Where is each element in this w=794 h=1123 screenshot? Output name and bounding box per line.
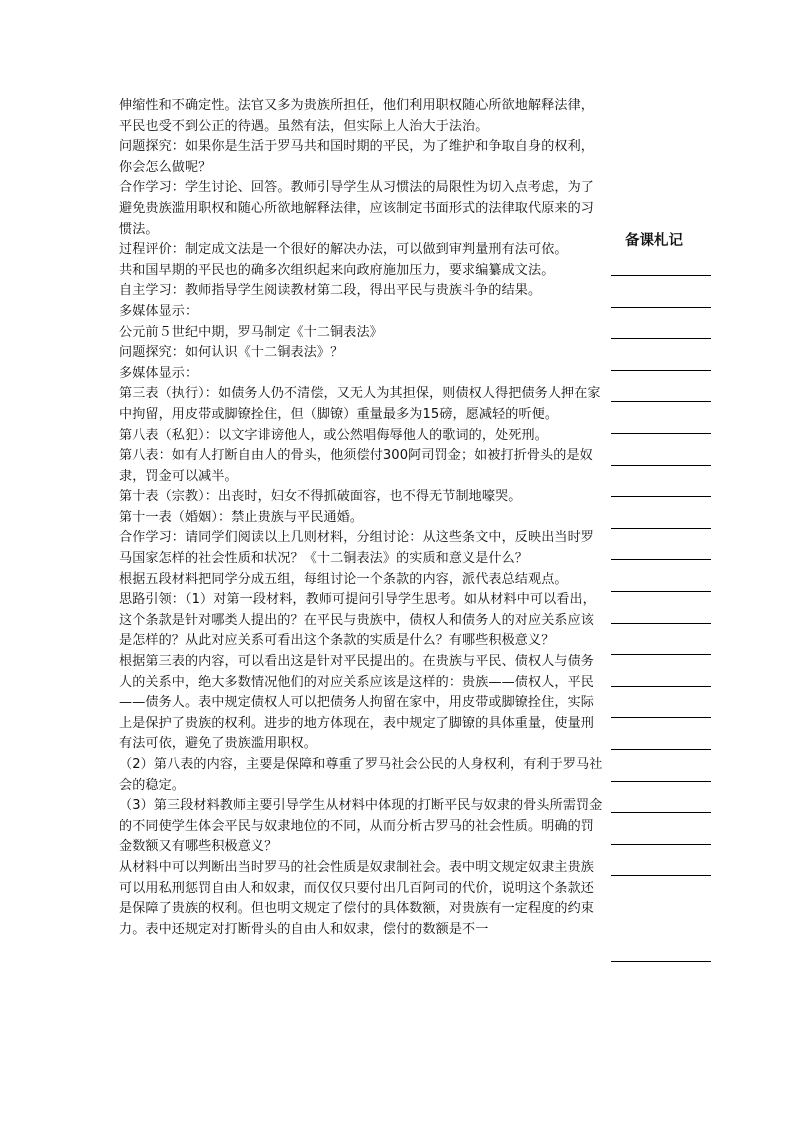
paragraph: 根据第三表的内容，可以看出这是针对平民提出的。在贵族与平民、债权人与债务人的关系中，绝大多数情况他们的对应关系应该是这样的：贵族——债权人，平民——债务人。表中规定债权人可以把债务人拘留在家中，用皮带或脚镣拴住，实际上是保护了贵族的权利。进步的地方体现在，表中规定了脚镣的具体重量，使量刑有法可依，避免了贵族滥用职权。 — [119, 654, 594, 752]
paragraph: （3）第三段材料教师主要引导学生从材料中体现的打断平民与奴隶的骨头所需罚金的不同使学生体会平民与奴隶地位的不同，从而分析古罗马的社会性质。明确的罚金数额又有哪些积极意义？ — [119, 798, 603, 855]
paragraph: 共和国早期的平民也的确多次组织起来向政府施加压力，要求编纂成文法。 — [119, 262, 555, 278]
paragraph: 第十表（宗教）：出丧时，妇女不得抓破面容，也不得无节制地嚎哭。 — [119, 489, 522, 505]
notes-column-title: 备课札记 — [625, 233, 683, 249]
paragraph: 伸缩性和不确定性。法官又多为贵族所担任，他们利用职权随心所欲地解释法律，平民也受不到公正的待遇。虽然有法，但实际上人治大于法治。 — [119, 98, 594, 134]
paragraph: 自主学习：教师指导学生阅读教材第二段，得出平民与贵族斗争的结果。 — [119, 283, 542, 299]
note-line — [611, 717, 711, 718]
note-line — [611, 465, 711, 466]
note-line — [611, 623, 711, 624]
note-line — [611, 844, 711, 845]
note-line — [611, 781, 711, 782]
paragraph: 问题探究：如果你是生活于罗马共和国时期的平民，为了维护和争取自身的权利，你会怎么做呢？ — [119, 139, 594, 175]
paragraph: 多媒体显示： — [119, 303, 199, 319]
paragraph: 第十一表（婚姻）：禁止贵族与平民通婚。 — [119, 509, 364, 525]
paragraph: 第八表：如有人打断自由人的骨头，他须偿付300阿司罚金；如被打折骨头的是奴隶，罚金可以减半。 — [119, 448, 593, 484]
paragraph: 第八表（私犯）：以文字诽谤他人，或公然唱侮辱他人的歌词的，处死刑。 — [119, 427, 548, 443]
note-line — [611, 275, 711, 276]
paragraph: 公元前５世纪中期，罗马制定《十二铜表法》 — [119, 324, 383, 340]
note-line — [611, 749, 711, 750]
note-line — [611, 875, 711, 876]
paragraph: 合作学习：学生讨论、回答。教师引导学生从习惯法的局限性为切入点考虑，为了避免贵族滥用职权和随心所欲地解释法律，应该制定书面形式的法律取代原来的习惯法。 — [119, 180, 594, 237]
paragraph: 问题探究：如何认识《十二铜表法》？ — [119, 345, 344, 361]
paragraph: 根据五段材料把同学分成五组，每组讨论一个条款的内容，派代表总结观点。 — [119, 571, 568, 587]
note-line — [611, 591, 711, 592]
paragraph: 思路引领：（1）对第一段材料，教师可提问引导学生思考。如从材料中可以看出，这个条款是针对哪类人提出的？在平民与贵族中，债权人和债务人的对应关系应该是怎样的？从此对应关系可看出这个条款的实质是什么？有哪些积极意义？ — [119, 592, 596, 649]
paragraph: 多媒体显示： — [119, 365, 199, 381]
paragraph: 合作学习：请同学们阅读以上几则材料，分组讨论：从这些条文中，反映出当时罗马国家怎样的社会性质和状况？《十二铜表法》的实质和意义是什么？ — [119, 530, 594, 567]
note-line — [611, 559, 711, 560]
paragraph: 过程评价：制定成文法是一个很好的解决办法，可以做到审判量刑有法可依。 — [119, 242, 568, 258]
note-line — [611, 686, 711, 687]
paragraph: 第三表（执行）：如债务人仍不清偿，又无人为其担保，则债权人得把债务人押在家中拘留，用皮带或脚镣拴住，但（脚镣）重量最多为15磅，愿减轻的听便。 — [119, 386, 601, 422]
lesson-body — [119, 96, 603, 940]
note-line — [611, 338, 711, 339]
note-line — [611, 401, 711, 402]
note-line — [611, 433, 711, 434]
paragraph: 从材料中可以判断出当时罗马的社会性质是奴隶制社会。表中明文规定奴隶主贵族可以用私刑惩罚自由人和奴隶，而仅仅只要付出几百阿司的代价，说明这个条款还是保障了贵族的权利。但也明文规定了偿付的具体数额，对贵族有一定程度的约束力。表中还规定对打断骨头的自由人和奴隶，偿付的数额是不一 — [119, 859, 594, 937]
note-line — [611, 370, 711, 371]
note-line — [611, 961, 711, 962]
paragraph: （2）第八表的内容，主要是保障和尊重了罗马社会公民的人身权利，有利于罗马社会的稳定。 — [119, 757, 603, 793]
note-line — [611, 307, 711, 308]
note-line — [611, 496, 711, 497]
note-line — [611, 812, 711, 813]
note-line — [611, 528, 711, 529]
note-line — [611, 654, 711, 655]
